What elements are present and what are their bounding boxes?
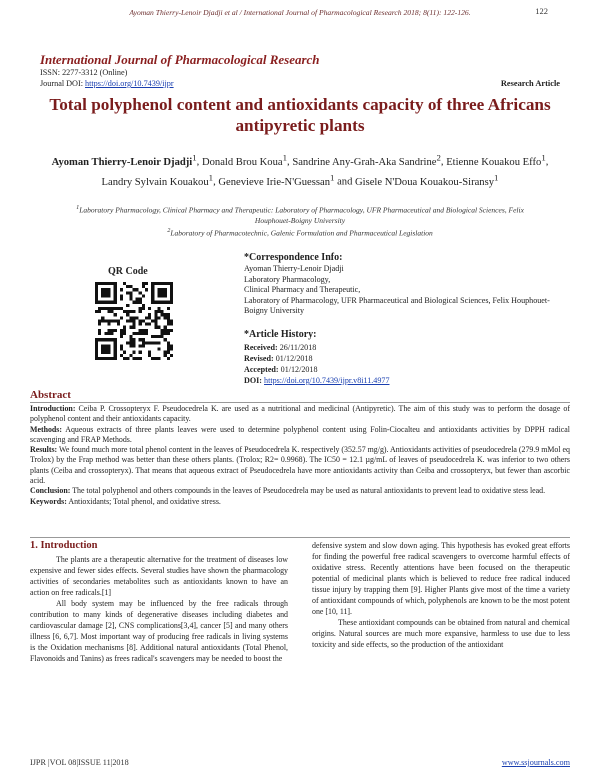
author-name-text: Ayoman Thierry-Lenoir Djadji [51,156,193,168]
footer-journal-info: IJPR |VOL 08|ISSUE 11|2018 [30,758,129,767]
author-list: Ayoman Thierry-Lenoir Djadji$^1$, Donald Brou Koua$^1$, Sandrine Any-Grah-Aka Sandrine$^2$, Etienne Kouakou Effo$^1$, Landry Sylvain Kouakou$^1$, Genevieve Irie-N'Guessan$^1$ and Gisele N'Doua Kouakou-Siransy$^1$ [51,152,549,188]
keywords-label: Keywords: [30,496,67,506]
correspondence-line: Laboratory of Pharmacology, UFR Pharmaceutical and Biological Sciences, Felix Houphouet-Boigny University [244,295,550,316]
body-paragraph: All body system may be influenced by the free radicals through contribution to many kinds of degenerative diseases including diabetes and cardiovascular damage [2], CNS complications[3,4], cancer [5] and many others illness [6, 6,7]. Most important way of producing free radicals in living systems is the Oxidation mechanisms [8]. Additional natural antioxidants (Total Phenol, Flavonoids and Tanins) as frees radical's scavengers may be needed to boost the [30,599,288,663]
doi-label: DOI: [244,376,262,385]
author-affiliation-sup: 1 [330,172,335,183]
article-title: Total polyphenol content and antioxidants capacity of three Africans antipyretic plants [49,95,551,135]
page-number: 122 [535,6,548,16]
body-paragraph: The plants are a therapeutic alternative for the treatment of diseases low expensive and fewer sides effects. Several studies have shown the pharmacology activities of secondaries metabolites such as antioxidants known to have an action on free radicals.[1] [30,555,288,597]
history-heading: *Article History: [244,329,317,340]
body-column-right [312,540,570,650]
results-label: Results: [30,445,58,455]
qr-code-icon[interactable] [95,282,173,360]
author-name-text: Landry Sylvain Kouakou [101,176,209,188]
correspondence-info [244,264,564,317]
affiliation-1 [58,203,542,226]
correspondence-line: Ayoman Thierry-Lenoir Djadji [244,264,344,273]
author-affiliation-sup: 1 [541,152,546,162]
received-date: 26/11/2018 [279,343,317,352]
conclusion-text: The total polyphenol and others compounds in the leaves of Pseudocedrela may be used as natural antioxidants to prevent lead to oxidative stess lead. [72,486,546,496]
body-paragraph: These antioxidant compounds can be obtained from natural and chemical origins. Natural sources are much more expansive, harmless to use due to less toxicity and side effects, so the production of the antioxidant [312,618,570,649]
methods-label: Methods: [30,424,62,434]
revised-date: 01/12/2018 [275,354,313,363]
conclusion-label: Conclusion: [30,486,71,496]
abstract-conclusion [30,486,570,496]
journal-title: International Journal of Pharmacological Research [40,52,320,67]
author-name-text: Donald Brou Koua [201,156,283,168]
article-type: Research Article [500,79,560,88]
affiliation-2 [58,226,542,239]
history-revised [244,353,564,364]
introduction-label: Introduction: [30,404,76,413]
body-paragraph: defensive system and slow down aging. This hypothesis has evoked great efforts for finding the powerful free radical scavengers to overcome harmful effects of oxidative stress. Recently attentions have been focused on the therapeutic potential of medicinal plants which is believed to reduce free radical induced tissue injury by trapping them [9]. Higher Plants give most of the time a variety of antioxidant compounds of which, polyphenols are known to be the most potent one [10, 11]. [312,541,570,616]
author-name [292,152,441,168]
section-heading-introduction: 1. Introduction [30,540,98,551]
abstract-heading: Abstract [30,389,570,403]
affiliation-1-text: Laboratory Pharmacology, Clinical Pharmacy and Therapeutic: Laboratory of Pharmacology, UFR Pharmaceutical and Biological Sciences, Felix Houphouet-Boigny University [79,205,524,225]
history-doi [244,375,564,386]
abstract-results [30,445,570,486]
keywords-text: Antioxidants; Total phenol, and oxidative stress. [68,496,221,506]
abstract-divider [30,537,570,538]
affiliation-2-sup: 2 [167,227,171,235]
accepted-date: 01/12/2018 [280,365,318,374]
introduction-text: Ceiba P. Crossopteryx F. Pseudocedrela K. are used as a nutritional and medicinal (Antipyretic). The aim of this study was to perform the dosage of polyphenol content and their antioxidants capacity. [30,404,570,424]
author-name [51,152,197,168]
author-name-text: Gisele N'Doua Kouakou-Siransy [355,176,495,188]
revised-label: Revised: [244,354,274,363]
author-name [218,172,335,188]
affiliations [58,203,542,239]
article-doi-link[interactable]: https://doi.org/10.7439/ijpr.v8i11.4977 [264,376,390,385]
correspondence-line: Laboratory Pharmacology, [244,274,331,284]
journal-doi-link[interactable]: https://doi.org/10.7439/ijpr [85,79,174,88]
body-column-left [30,540,288,664]
affiliation-1-sup: 1 [76,204,80,211]
author-name-text: Sandrine Any-Grah-Aka Sandrine [292,156,437,168]
methods-text: Aqueous extracts of three plants leaves were used to determine polyphenol content using Folin-Ciocalteu and antioxidants activities by DPPH radical scavenging and FRAP Methods. [30,424,570,444]
results-text: We found much more total phenol content in the leaves of Pseudocedrela K. respectively (352.57 mg/g). Antioxidants activities of pseudocedrela (279.9 mMol eq Trolox) by the Frap method was better than these others plants. (Trolox; R2= 0.9968). The IC50 = 12.1 µg/mL of leaves of pseudocedrela K. was inferior to two others plants (Ceiba and crossopteryx). That means that aqueous extract of Pseudocedrela have more antioxidants activity than Ceiba and crossopteryx, but fewer than ascorbic acid. [30,445,570,486]
journal-doi-label: Journal DOI: [40,79,86,88]
abstract-introduction [30,404,570,425]
history-accepted [244,364,564,375]
author-affiliation-sup: 1 [282,152,288,162]
received-label: Received: [244,343,278,352]
journal-issn: ISSN: 2277-3312 (Online) [40,68,128,77]
footer-website-link[interactable]: www.ssjournals.com [501,758,570,767]
journal-doi-line [40,79,174,88]
author-affiliation-sup: 1 [494,172,499,183]
qr-label: QR Code [108,266,148,277]
author-name-text: Genevieve Irie-N'Guessan [218,176,330,188]
author-affiliation-sup: 2 [436,152,441,162]
affiliation-2-text: Laboratory of Pharmacotechnic, Galenic Formulation and Pharmaceutical Legislation [170,228,433,238]
author-name-text: Etienne Kouakou Effo [446,156,542,168]
author-name [201,152,288,168]
author-affiliation-sup: 1 [208,172,214,183]
correspondence-heading: *Correspondence Info: [244,252,343,263]
author-name [355,172,499,188]
abstract-methods [30,425,570,446]
abstract-keywords [30,497,570,507]
history-received [244,342,564,353]
correspondence-line: Clinical Pharmacy and Therapeutic, [244,285,361,295]
author-name [101,172,214,188]
abstract-body [30,404,570,507]
author-affiliation-sup: 1 [192,152,197,162]
running-head: Ayoman Thierry-Lenoir Djadji et al / International Journal of Pharmacological Research 2018; 8(11): 122-126. [129,8,471,17]
author-name [446,152,546,168]
accepted-label: Accepted: [244,365,279,374]
article-history [244,342,564,386]
